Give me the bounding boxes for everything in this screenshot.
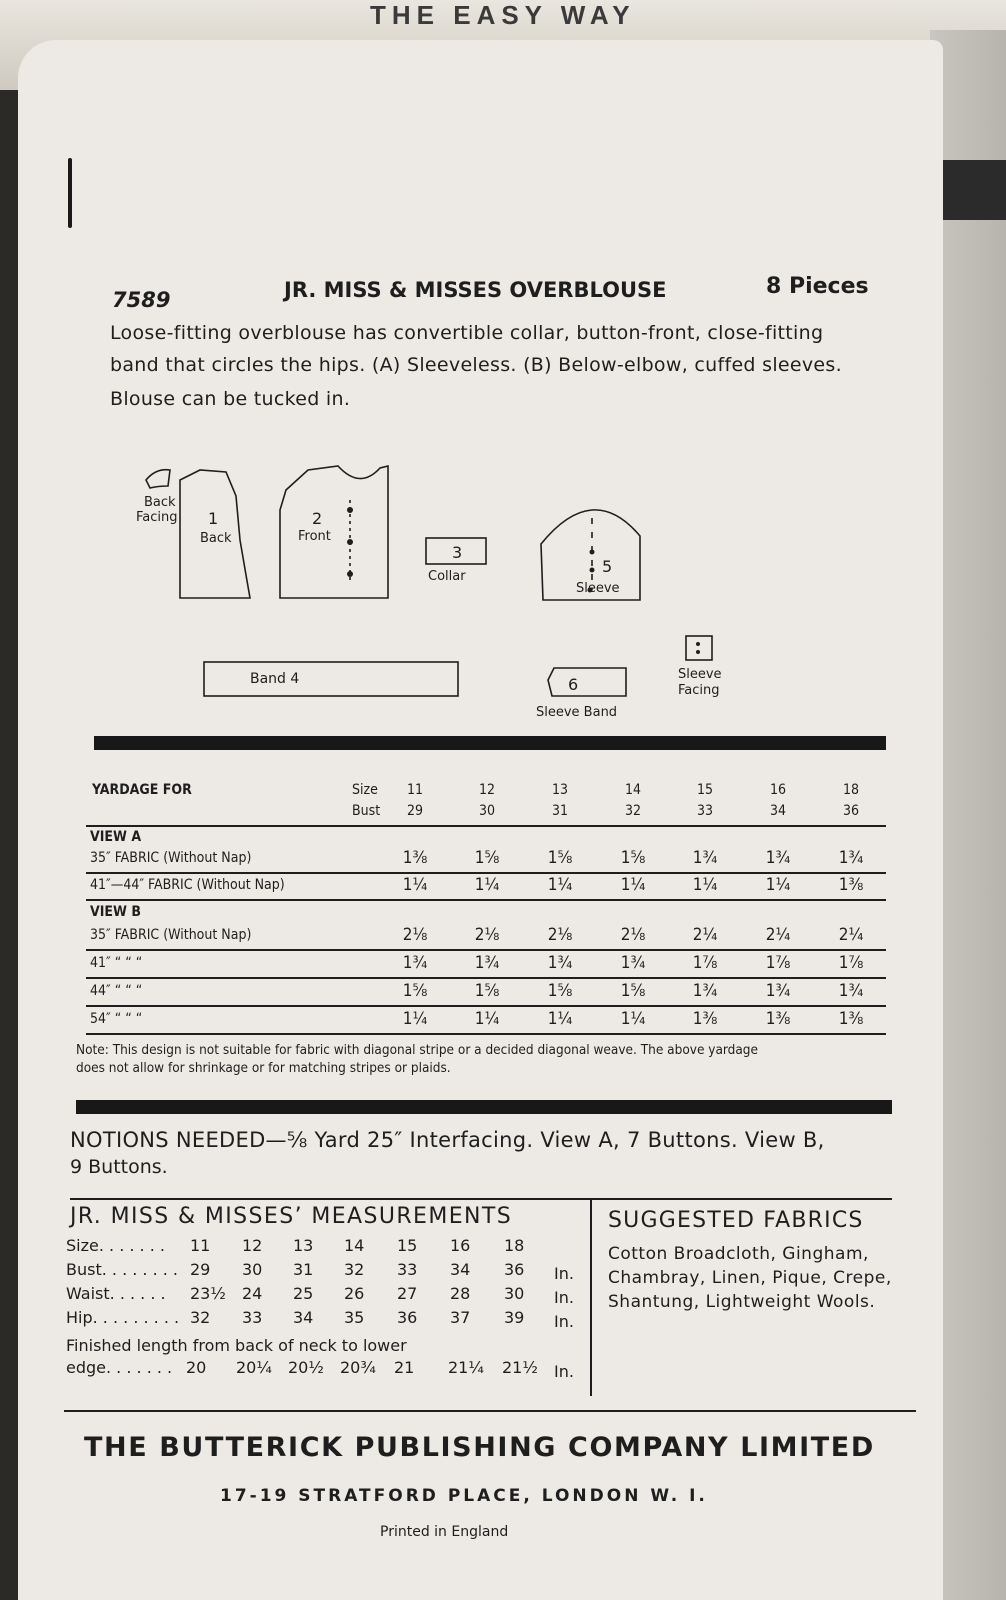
measurement-value: 36 [397, 1308, 418, 1327]
measurement-label: Hip. . . . . . . . . [66, 1308, 180, 1327]
finished-length-value: 20¾ [340, 1358, 376, 1377]
measurement-value: 37 [450, 1308, 471, 1327]
yardage-value: 1⅝ [620, 848, 646, 868]
size-label: Size [352, 782, 378, 798]
yardage-value: 1¾ [620, 953, 646, 973]
band-label: Band 4 [250, 671, 300, 687]
finished-length-value: 20¼ [236, 1358, 272, 1377]
yardage-value: 1⅞ [692, 953, 718, 973]
publisher-address: 17-19 STRATFORD PLACE, LONDON W. I. [220, 1486, 708, 1506]
pencil-mark [68, 158, 72, 228]
measurement-value: 35 [344, 1308, 365, 1327]
sleeve-band-number: 6 [568, 675, 579, 694]
view-a-label: VIEW A [90, 829, 142, 845]
yardage-value: 1¼ [692, 875, 718, 895]
size-header: 15 [696, 782, 714, 798]
table-row-rule [86, 899, 886, 901]
measurement-value: 23½ [190, 1284, 226, 1303]
yardage-note: Note: This design is not suitable for fabric with diagonal stripe or a decided diagonal weave. The above yardage [76, 1042, 758, 1058]
front-piece [280, 466, 388, 598]
yardage-value: 1⅞ [838, 953, 864, 973]
column-divider [590, 1200, 592, 1396]
yardage-value: 1¼ [474, 1009, 500, 1029]
yardage-value: 1¼ [547, 1009, 573, 1029]
finished-length-value: 21¼ [448, 1358, 484, 1377]
yardage-value: 2¼ [765, 925, 791, 945]
table-row-rule [86, 1005, 886, 1007]
measurement-value: 28 [450, 1284, 471, 1303]
yardage-value: 1⅝ [474, 848, 500, 868]
description-line: band that circles the hips. (A) Sleeveless. (B) Below-elbow, cuffed sleeves. [110, 354, 842, 376]
measurement-value: 33 [242, 1308, 263, 1327]
bust-header: 33 [696, 803, 714, 819]
back-label: Back [200, 531, 232, 546]
measurement-value: 29 [190, 1260, 211, 1279]
finished-length-value: 21 [394, 1358, 415, 1377]
pattern-number: 7589 [112, 288, 171, 312]
yardage-value: 2⅛ [547, 925, 573, 945]
sleeve-band-label: Sleeve Band [536, 705, 618, 720]
bust-header: 36 [842, 803, 860, 819]
yardage-value: 1¾ [692, 848, 718, 868]
size-header: 14 [624, 782, 642, 798]
measurement-value: 16 [450, 1236, 471, 1255]
fabric-width-label: 54″ “ “ “ [90, 1011, 143, 1027]
back-number: 1 [208, 509, 219, 528]
measurement-unit: In. [554, 1288, 574, 1307]
back-facing-label: Facing [136, 510, 178, 525]
measurement-value: 32 [190, 1308, 211, 1327]
yardage-value: 1⅝ [474, 981, 500, 1001]
measurement-unit: In. [554, 1264, 574, 1283]
yardage-value: 1¾ [765, 981, 791, 1001]
pattern-envelope-back [18, 40, 943, 1600]
measurement-value: 33 [397, 1260, 418, 1279]
notions-needed: NOTIONS NEEDED—⅝ Yard 25″ Interfacing. View A, 7 Buttons. View B, [70, 1128, 825, 1152]
measurement-value: 11 [190, 1236, 211, 1255]
sleeve-facing-piece [686, 636, 712, 660]
size-header: 13 [551, 782, 569, 798]
yardage-value: 1¾ [838, 848, 864, 868]
pattern-pieces-diagram [18, 440, 943, 730]
notions-needed: 9 Buttons. [70, 1156, 168, 1178]
yardage-value: 1¾ [547, 953, 573, 973]
yardage-value: 1¾ [692, 981, 718, 1001]
sleeve-label: Sleeve [576, 581, 620, 596]
section-divider [94, 736, 886, 750]
sleeve-facing-label: Sleeve [678, 667, 722, 682]
view-b-label: VIEW B [90, 904, 141, 920]
yardage-value: 1¼ [402, 875, 428, 895]
measurement-value: 30 [504, 1284, 525, 1303]
collar-number: 3 [452, 543, 463, 562]
measurement-unit: In. [554, 1312, 574, 1331]
fabric-width-label: 44″ “ “ “ [90, 983, 143, 999]
description-line: Blouse can be tucked in. [110, 388, 351, 410]
yardage-value: 1⅝ [547, 848, 573, 868]
yardage-value: 1¼ [620, 1009, 646, 1029]
sleeve-number: 5 [602, 557, 613, 576]
fabrics-line: Cotton Broadcloth, Gingham, [608, 1244, 869, 1264]
yardage-value: 1¼ [765, 875, 791, 895]
printed-in: Printed in England [380, 1524, 509, 1540]
yardage-value: 2⅛ [402, 925, 428, 945]
section-divider [76, 1100, 892, 1114]
measurement-value: 26 [344, 1284, 365, 1303]
yardage-value: 1⅝ [547, 981, 573, 1001]
table-row-rule [86, 949, 886, 951]
finished-length-value: 20 [186, 1358, 207, 1377]
yardage-value: 1¾ [474, 953, 500, 973]
fabrics-line: Shantung, Lightweight Wools. [608, 1292, 876, 1312]
measurement-value: 24 [242, 1284, 263, 1303]
fabric-width-label: 35″ FABRIC (Without Nap) [90, 850, 252, 866]
measurement-value: 12 [242, 1236, 263, 1255]
table-row-rule [86, 1033, 886, 1035]
front-label: Front [298, 529, 331, 544]
front-number: 2 [312, 509, 323, 528]
sleeve-band-piece [548, 668, 626, 696]
fabrics-title: SUGGESTED FABRICS [608, 1208, 864, 1233]
finished-length-value: 21½ [502, 1358, 538, 1377]
yardage-title: YARDAGE FOR [92, 782, 192, 798]
size-header: 11 [406, 782, 424, 798]
yardage-value: 1⅝ [402, 981, 428, 1001]
fabric-width-label: 41″—44″ FABRIC (Without Nap) [90, 877, 285, 893]
yardage-value: 1⅜ [692, 1009, 718, 1029]
pieces-count: 8 Pieces [766, 274, 869, 299]
yardage-value: 1¼ [402, 1009, 428, 1029]
description-line: Loose-fitting overblouse has convertible collar, button-front, close-fitting [110, 322, 824, 344]
fabrics-line: Chambray, Linen, Pique, Crepe, [608, 1268, 892, 1288]
publisher-name: THE BUTTERICK PUBLISHING COMPANY LIMITED [84, 1432, 875, 1463]
table-row-rule [86, 872, 886, 874]
envelope-banner-text: THE EASY WAY [370, 0, 636, 30]
finished-length-label: Finished length from back of neck to lower [66, 1336, 407, 1355]
measurement-value: 32 [344, 1260, 365, 1279]
yardage-value: 1⅞ [765, 953, 791, 973]
measurement-value: 34 [450, 1260, 471, 1279]
bust-header: 32 [624, 803, 642, 819]
sleeve-facing-label: Facing [678, 683, 720, 698]
back-facing-piece [146, 470, 170, 488]
yardage-value: 1⅝ [620, 981, 646, 1001]
finished-length-unit: In. [554, 1362, 574, 1381]
yardage-value: 1⅜ [765, 1009, 791, 1029]
size-header: 12 [478, 782, 496, 798]
yardage-value: 2¼ [838, 925, 864, 945]
measurement-value: 27 [397, 1284, 418, 1303]
bust-header: 34 [769, 803, 787, 819]
yardage-value: 1¾ [402, 953, 428, 973]
yardage-value: 1¼ [547, 875, 573, 895]
measurement-value: 18 [504, 1236, 525, 1255]
fabric-width-label: 41″ “ “ “ [90, 955, 143, 971]
yardage-value: 2⅛ [474, 925, 500, 945]
size-header: 16 [769, 782, 787, 798]
bust-header: 29 [406, 803, 424, 819]
measurement-value: 36 [504, 1260, 525, 1279]
yardage-value: 1¼ [620, 875, 646, 895]
measurement-value: 25 [293, 1284, 314, 1303]
measurement-label: Size. . . . . . . [66, 1236, 165, 1255]
measurement-value: 39 [504, 1308, 525, 1327]
table-rule [64, 1410, 916, 1412]
table-row-rule [86, 977, 886, 979]
measurement-value: 13 [293, 1236, 314, 1255]
yardage-value: 1¾ [765, 848, 791, 868]
bust-header: 30 [478, 803, 496, 819]
table-rule [86, 825, 886, 827]
measurement-value: 31 [293, 1260, 314, 1279]
yardage-value: 1⅜ [838, 875, 864, 895]
measurement-value: 15 [397, 1236, 418, 1255]
measurement-value: 34 [293, 1308, 314, 1327]
band-piece [204, 662, 458, 696]
collar-label: Collar [428, 569, 466, 584]
bust-header: 31 [551, 803, 569, 819]
yardage-value: 2¼ [692, 925, 718, 945]
yardage-value: 1¼ [474, 875, 500, 895]
yardage-value: 1¾ [838, 981, 864, 1001]
measurement-label: Bust. . . . . . . . [66, 1260, 179, 1279]
yardage-note: does not allow for shrinkage or for matching stripes or plaids. [76, 1060, 451, 1076]
yardage-value: 1⅜ [402, 848, 428, 868]
table-rule [70, 1198, 892, 1200]
back-facing-label: Back [144, 495, 176, 510]
yardage-value: 1⅜ [838, 1009, 864, 1029]
measurement-value: 30 [242, 1260, 263, 1279]
finished-length-value: 20½ [288, 1358, 324, 1377]
pattern-title: JR. MISS & MISSES OVERBLOUSE [284, 278, 667, 302]
measurements-title: JR. MISS & MISSES’ MEASUREMENTS [70, 1204, 513, 1229]
bust-label: Bust [352, 803, 381, 819]
yardage-value: 2⅛ [620, 925, 646, 945]
measurement-label: Waist. . . . . . [66, 1284, 166, 1303]
fabric-width-label: 35″ FABRIC (Without Nap) [90, 927, 252, 943]
measurement-value: 14 [344, 1236, 365, 1255]
finished-length-label: edge. . . . . . . [66, 1358, 173, 1377]
size-header: 18 [842, 782, 860, 798]
